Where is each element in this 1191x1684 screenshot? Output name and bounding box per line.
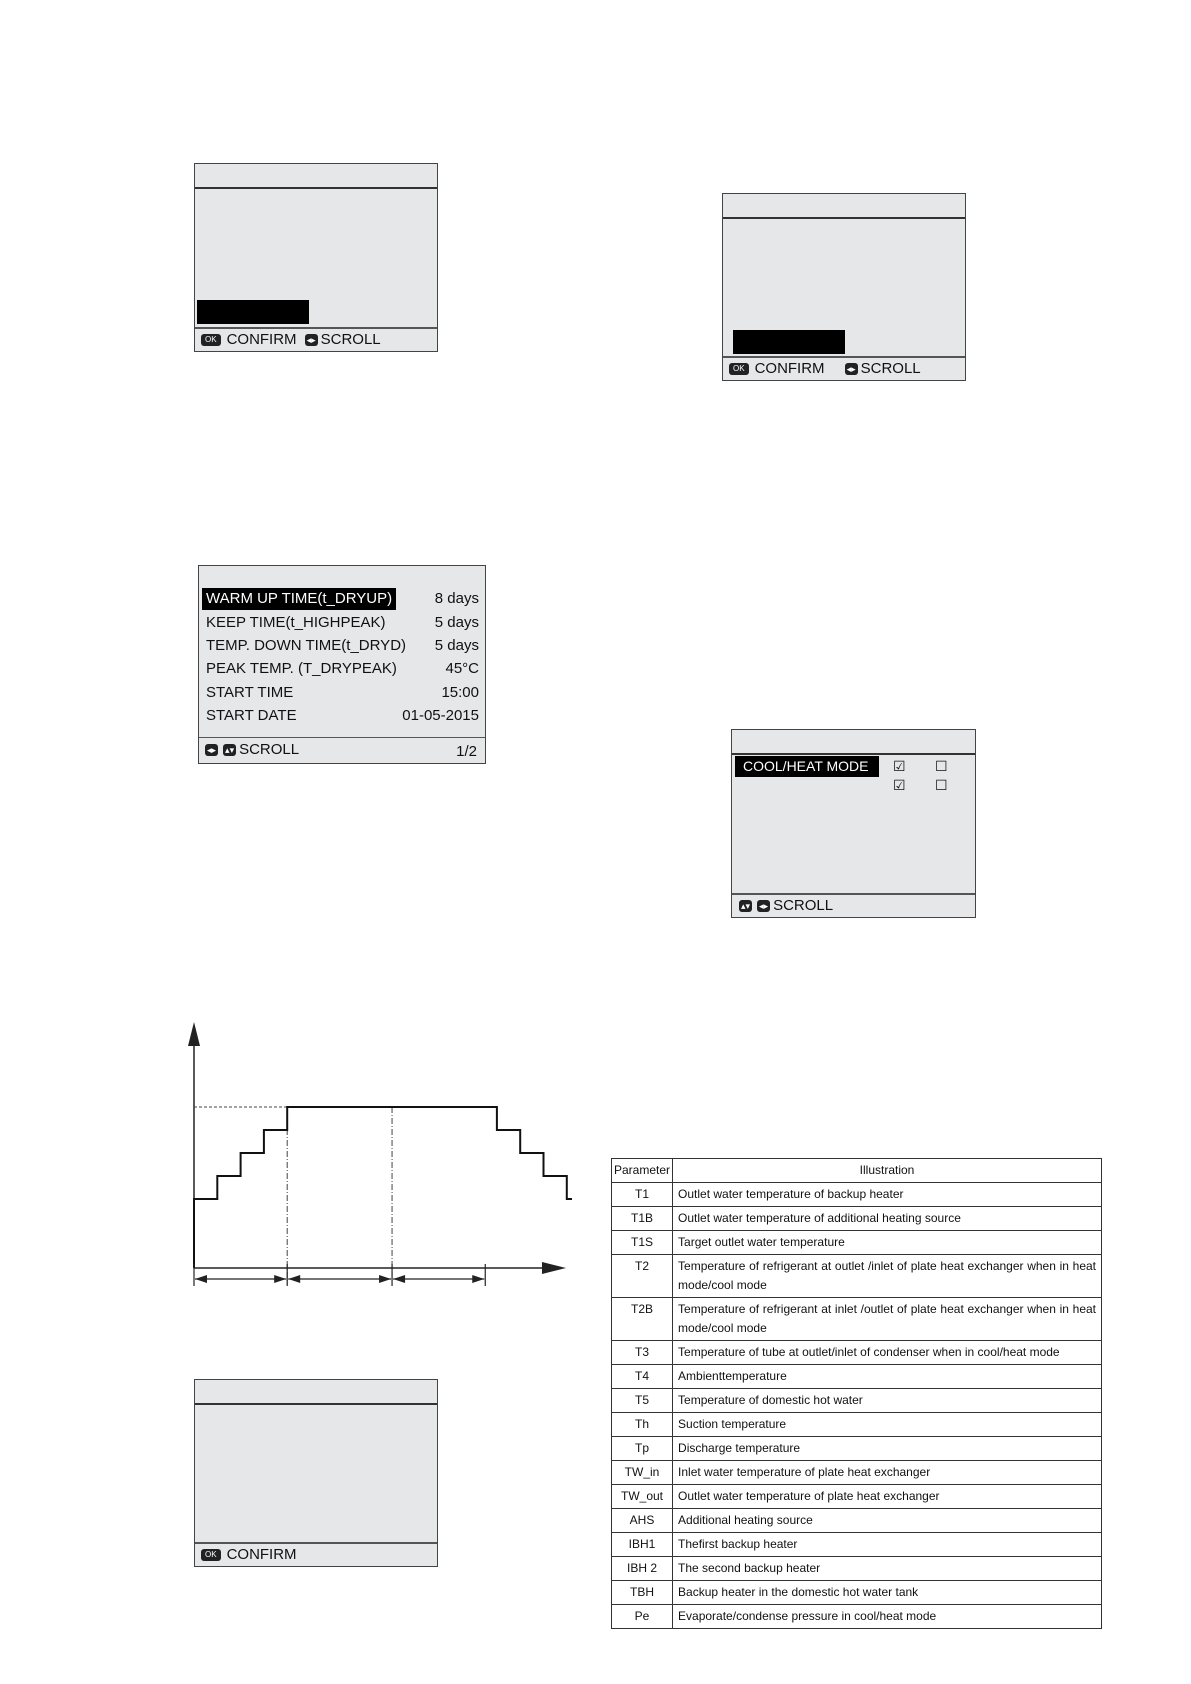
screen-title-bar (195, 1380, 437, 1405)
scroll-label: SCROLL (860, 360, 921, 377)
screen-footer (201, 331, 381, 348)
param-code: Tp (612, 1437, 673, 1461)
table-row (612, 1341, 1102, 1365)
dryup-row-keep-time[interactable] (202, 612, 479, 634)
row-value: 15:00 (441, 684, 479, 701)
param-code: TBH (612, 1581, 673, 1605)
param-description: Discharge temperature (673, 1437, 1102, 1461)
param-code: T4 (612, 1365, 673, 1389)
param-code: T5 (612, 1389, 673, 1413)
confirm-label: CONFIRM (226, 331, 297, 348)
param-description: Additional heating source (673, 1509, 1102, 1533)
checkbox-unchecked[interactable]: ☐ (935, 758, 948, 774)
table-row (612, 1605, 1102, 1629)
lcd-screen-confirm-scroll-1 (194, 163, 438, 352)
left-right-arrows-icon: ◂▸ (207, 744, 217, 755)
lcd-screen-confirm-only (194, 1379, 438, 1567)
y-axis-arrowhead (188, 1022, 200, 1046)
header-parameter: Parameter (612, 1159, 673, 1183)
param-code: TW_out (612, 1485, 673, 1509)
table-row (612, 1461, 1102, 1485)
phase-arrowhead-left (393, 1275, 405, 1283)
selected-row-highlight (197, 300, 309, 324)
footer-divider (732, 893, 975, 895)
left-right-arrows-icon: ◂▸ (306, 334, 316, 345)
table-body (612, 1183, 1102, 1629)
table-row (612, 1183, 1102, 1207)
phase-arrowhead-left (288, 1275, 300, 1283)
row-value: 45°C (445, 660, 479, 677)
screen-footer (201, 1546, 297, 1563)
param-code: TW_in (612, 1461, 673, 1485)
table-row (612, 1255, 1102, 1298)
table-row (612, 1389, 1102, 1413)
phase-arrowhead-right (472, 1275, 484, 1283)
table-header-row (612, 1159, 1102, 1183)
confirm-label: CONFIRM (754, 360, 825, 377)
table-row (612, 1231, 1102, 1255)
table-row (612, 1509, 1102, 1533)
param-description: Suction temperature (673, 1413, 1102, 1437)
temperature-step-series (194, 1107, 572, 1268)
row-label: WARM UP TIME(t_DRYUP) (202, 588, 396, 610)
dryup-row-start-date[interactable] (202, 705, 479, 727)
param-description: Temperature of tube at outlet/inlet of condenser when in cool/heat mode (673, 1341, 1102, 1365)
param-description: Temperature of domestic hot water (673, 1389, 1102, 1413)
ok-key-icon: OK (729, 363, 749, 375)
x-axis-arrowhead (542, 1262, 566, 1274)
chart-series (194, 1107, 572, 1268)
screen-title-bar (195, 164, 437, 189)
scroll-label: SCROLL (773, 897, 834, 914)
checkbox-checked[interactable]: ☑ (893, 777, 906, 793)
table-row (612, 1298, 1102, 1341)
chart-guides (194, 1107, 392, 1284)
mode-row-label: COOL/HEAT MODE (743, 758, 869, 774)
footer-divider (195, 1542, 437, 1544)
param-description: Backup heater in the domestic hot water tank (673, 1581, 1102, 1605)
row-label: START DATE (206, 707, 297, 724)
row-label: START TIME (206, 684, 294, 701)
param-code: T2B (612, 1298, 673, 1341)
checkbox-unchecked[interactable]: ☐ (935, 777, 948, 793)
dryup-profile-chart (172, 1018, 572, 1288)
param-description: Ambienttemperature (673, 1365, 1102, 1389)
dryup-row-temp-down-time[interactable] (202, 635, 479, 657)
row-value: 5 days (434, 614, 479, 631)
param-description: Thefirst backup heater (673, 1533, 1102, 1557)
screen-footer (729, 360, 921, 377)
mode-row-highlight[interactable] (735, 756, 879, 777)
param-description: Temperature of refrigerant at inlet /outlet of plate heat exchanger when in heat mode/cool mode (673, 1298, 1102, 1341)
param-code: Pe (612, 1605, 673, 1629)
checkbox-checked[interactable]: ☑ (893, 758, 906, 774)
row-value: 01-05-2015 (402, 707, 479, 724)
screen-footer (205, 741, 299, 758)
parameter-table (611, 1158, 1102, 1629)
phase-arrowhead-right (274, 1275, 286, 1283)
param-description: Outlet water temperature of plate heat exchanger (673, 1485, 1102, 1509)
phase-arrowhead-right (379, 1275, 391, 1283)
footer-divider (199, 737, 485, 738)
param-description: Evaporate/condense pressure in cool/heat mode (673, 1605, 1102, 1629)
row-label: KEEP TIME(t_HIGHPEAK) (206, 614, 386, 631)
footer-divider (195, 327, 437, 329)
table-row (612, 1437, 1102, 1461)
ok-key-icon: OK (201, 334, 221, 346)
page-indicator: 1/2 (456, 743, 477, 760)
table-row (612, 1365, 1102, 1389)
dryup-row-warm-up-time[interactable] (202, 588, 479, 610)
param-description: Outlet water temperature of additional heating source (673, 1207, 1102, 1231)
param-code: Th (612, 1413, 673, 1437)
screen-title-bar (732, 730, 975, 755)
up-down-arrows-icon: ▴▾ (225, 744, 235, 755)
table-row (612, 1207, 1102, 1231)
screen-footer (739, 897, 833, 914)
header-illustration: Illustration (673, 1159, 1102, 1183)
table-row (612, 1485, 1102, 1509)
left-right-arrows-icon: ◂▸ (759, 900, 769, 911)
row-label: TEMP. DOWN TIME(t_DRYD) (206, 637, 407, 654)
footer-divider (723, 356, 965, 358)
dryup-row-peak-temp[interactable] (202, 658, 479, 680)
selected-row-highlight (733, 330, 845, 354)
param-code: T2 (612, 1255, 673, 1298)
param-code: IBH 2 (612, 1557, 673, 1581)
param-code: AHS (612, 1509, 673, 1533)
param-description: Target outlet water temperature (673, 1231, 1102, 1255)
up-down-arrows-icon: ▴▾ (741, 900, 751, 911)
param-description: Temperature of refrigerant at outlet /inlet of plate heat exchanger when in heat mode/cool mode (673, 1255, 1102, 1298)
left-right-arrows-icon: ◂▸ (846, 363, 856, 374)
lcd-screen-mode-select (731, 729, 976, 918)
table-row (612, 1581, 1102, 1605)
confirm-label: CONFIRM (226, 1546, 297, 1563)
param-code: T1B (612, 1207, 673, 1231)
chart-axes (188, 1022, 566, 1274)
scroll-label: SCROLL (239, 741, 300, 758)
row-label: PEAK TEMP. (T_DRYPEAK) (206, 660, 397, 677)
row-value: 8 days (434, 590, 479, 607)
table-row (612, 1557, 1102, 1581)
screen-title-bar (723, 194, 965, 219)
param-code: IBH1 (612, 1533, 673, 1557)
param-code: T1 (612, 1183, 673, 1207)
ok-key-icon: OK (201, 1549, 221, 1561)
row-value: 5 days (434, 637, 479, 654)
lcd-screen-confirm-scroll-2 (722, 193, 966, 381)
lcd-screen-dryup-settings (198, 565, 486, 764)
param-description: Outlet water temperature of backup heater (673, 1183, 1102, 1207)
scroll-label: SCROLL (320, 331, 381, 348)
dryup-row-start-time[interactable] (202, 682, 479, 704)
param-code: T3 (612, 1341, 673, 1365)
table-row (612, 1533, 1102, 1557)
param-description: The second backup heater (673, 1557, 1102, 1581)
param-code: T1S (612, 1231, 673, 1255)
param-description: Inlet water temperature of plate heat exchanger (673, 1461, 1102, 1485)
table-row (612, 1413, 1102, 1437)
phase-arrowhead-left (195, 1275, 207, 1283)
